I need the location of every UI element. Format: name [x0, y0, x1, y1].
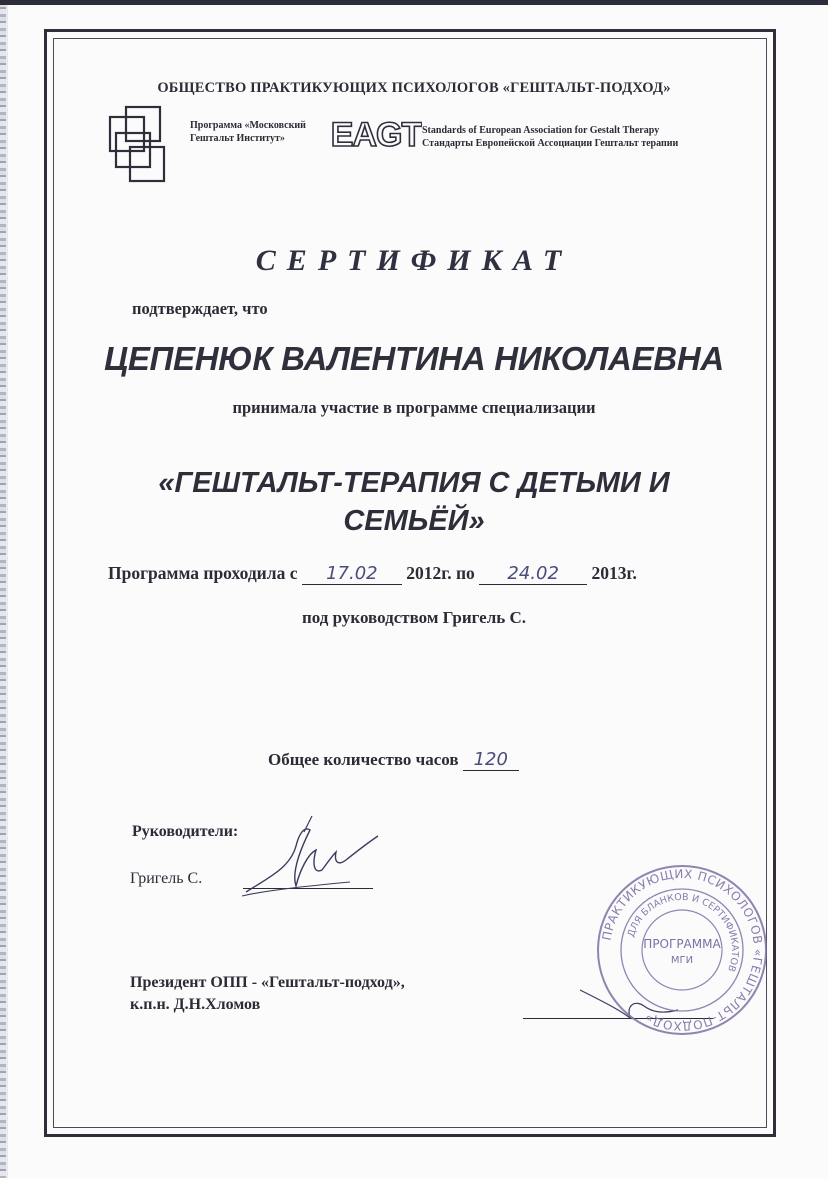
dates-suffix: 2013г. [591, 563, 637, 583]
date-to-handwritten: 24.02 [479, 564, 587, 585]
confirms-text: подтверждает, что [132, 299, 268, 318]
official-stamp [592, 860, 772, 1040]
program-line-2: Гештальт Институт» [190, 133, 285, 144]
president-block [130, 972, 405, 1016]
recipient-name: ЦЕПЕНЮК ВАЛЕНТИНА НИКОЛАЕВНА [104, 340, 724, 377]
participation-text: принимала участие в программе специализации [232, 398, 596, 417]
hours-handwritten: 120 [463, 750, 519, 771]
supervision-text: под руководством Григель С. [301, 608, 526, 627]
gestalt-squares-logo [106, 105, 168, 185]
stamp-inner-text: ДЛЯ БЛАНКОВ И СЕРТИФИКАТОВ [625, 891, 741, 974]
certificate-title: СЕРТИФИКАТ [255, 244, 573, 277]
president-title: Президент ОПП - «Гештальт-подход», [130, 974, 405, 991]
program-title-text: «ГЕШТАЛЬТ-ТЕРАПИЯ С ДЕТЬМИ И СЕМЬЁЙ» [158, 467, 670, 537]
society-name: ОБЩЕСТВО ПРАКТИКУЮЩИХ ПСИХОЛОГОВ «ГЕШТАЛЬТ-ПОДХОД» [157, 80, 671, 96]
head-name: Григель С. [130, 870, 203, 887]
eagt-logo [330, 114, 422, 154]
program-dates [108, 563, 637, 585]
standards-line-1: Standards of European Association for Gestalt Therapy [422, 125, 660, 136]
total-hours [268, 750, 519, 771]
eagt-logo-text: EAGT [330, 116, 422, 154]
head-signature [238, 812, 388, 907]
president-name: к.п.н. Д.Н.Хломов [130, 996, 261, 1013]
program-title [0, 464, 828, 540]
scan-binding-edge [0, 0, 6, 1178]
dates-prefix: Программа проходила с [108, 563, 298, 583]
stamp-center-line2: МГИ [670, 955, 694, 966]
hours-label: Общее количество часов [268, 750, 459, 769]
date-from-handwritten: 17.02 [302, 564, 402, 585]
stamp-center-line1: ПРОГРАММА [643, 937, 721, 951]
stamp-outer-text: ПРАКТИКУЮЩИХ ПСИХОЛОГОВ «ГЕШТАЛЬТ-ПОДХОД» [599, 866, 766, 1034]
program-moscow-institute [190, 119, 306, 145]
eagt-standards [422, 124, 678, 150]
program-line-1: Программа «Московский [190, 120, 306, 131]
standards-line-2: Стандарты Европейской Ассоциации Гештальт терапии [422, 138, 679, 149]
dates-middle: 2012г. по [406, 563, 475, 583]
heads-label: Руководители: [132, 823, 239, 840]
scan-top-edge [0, 0, 828, 5]
